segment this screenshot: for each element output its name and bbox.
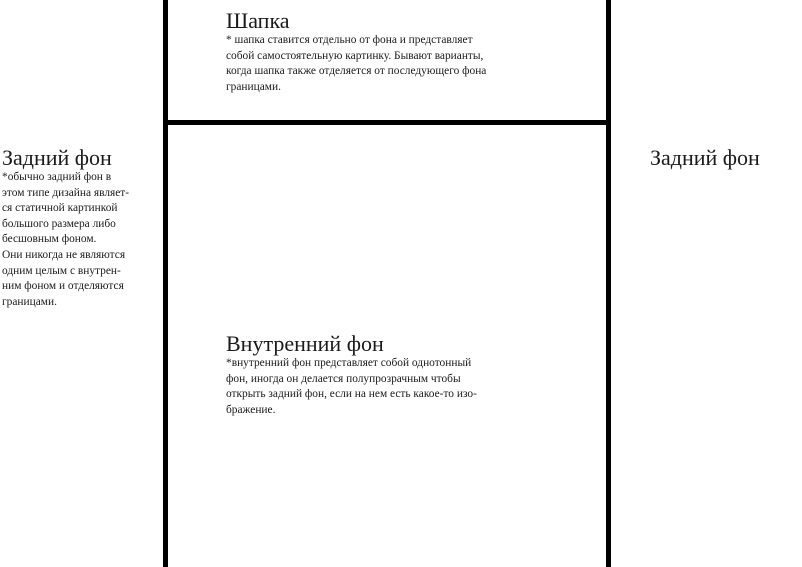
left-background-note-line: Они никогда не являются (2, 248, 126, 261)
inner-background-note-line: фон, иногда он делается полупрозрачным чтобы (226, 372, 461, 385)
left-background-region (2, 146, 162, 310)
header-title: Шапка (226, 8, 290, 33)
inner-background-note-line: открыть задний фон, если на нем есть какое-то изо- (226, 388, 477, 401)
right-border-line (606, 0, 611, 567)
header-region (226, 9, 596, 95)
left-background-note-line: бесшовным фоном. (2, 233, 97, 246)
left-background-note-line: этом типе дизайна являет- (2, 186, 130, 199)
header-border-line (163, 120, 611, 125)
header-note-line: когда шапка также отделяется от последующего фона (226, 65, 487, 78)
right-background-region (650, 146, 800, 170)
left-background-note-line: ся статичной картинкой (2, 202, 118, 215)
inner-background-title: Внутренний фон (226, 331, 384, 356)
left-border-line (163, 0, 168, 567)
left-background-note-line: одним целым с внутрен- (2, 264, 121, 277)
header-note-line: границами. (226, 80, 281, 93)
inner-background-note-line: бражение. (226, 403, 276, 416)
inner-background-note-line: *внутренний фон представляет собой однотонный (226, 357, 472, 369)
left-background-note-line: *обычно задний фон в (2, 171, 112, 183)
header-note-line: * шапка ставится отдельно от фона и представляет (226, 34, 473, 46)
left-background-note-line: большого размера либо (2, 217, 116, 230)
right-background-title: Задний фон (650, 145, 760, 170)
left-background-note (2, 170, 162, 310)
inner-background-note (226, 356, 596, 418)
inner-background-region (226, 332, 596, 418)
header-note-line: собой самостоятельную картинку. Бывают варианты, (226, 49, 484, 62)
left-background-note-line: границами. (2, 295, 57, 308)
header-note (226, 33, 596, 95)
left-background-note-line: ним фоном и отделяются (2, 280, 124, 293)
left-background-title: Задний фон (2, 145, 112, 170)
